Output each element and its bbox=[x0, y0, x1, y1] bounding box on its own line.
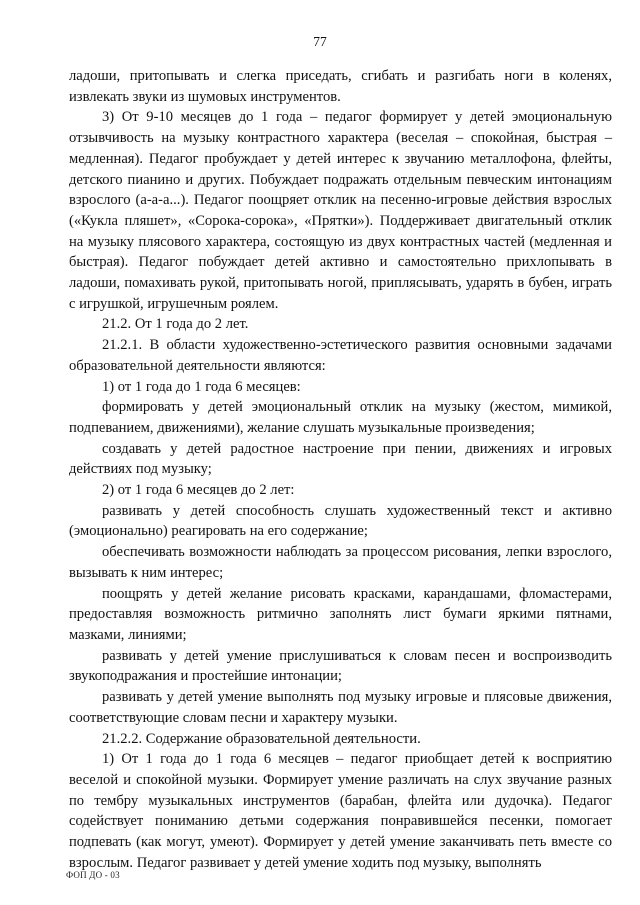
body-text bbox=[69, 66, 612, 873]
paragraph-content-item-1: 1) От 1 года до 1 года 6 месяцев – педагог приобщает детей к восприятию веселой и спокойной музыки. Формирует умение различать на слух звучание разных по тембру музыкальных инструментов (барабан, флейта или дудочка). Педагог содействует пониманию детьми содержания понравившейся песенки, помогает подпевать (как могут, умеют). Формирует у детей умение заканчивать петь вместе со взрослым. Педагог развивает у детей умение ходить под музыку, выполнять bbox=[69, 751, 612, 871]
footer-code: ФОП ДО - 03 bbox=[66, 870, 120, 880]
paragraph-item-3: 3) От 9-10 месяцев до 1 года – педагог формирует у детей эмоциональную отзывчивость на музыку контрастного характера (веселая – спокойная, быстрая – медленная). Педагог пробуждает у детей интерес к звучанию металлофона, флейты, детского пианино и других. Побуждает подражать отдельным певческим интонациям взрослого (а-а-а...). Педагог поощряет отклик на песенно-игровые действия взрослых («Кукла пляшет», «Сорока-сорока», «Прятки»). Поддерживает двигательный отклик на музыку плясового характера, состоящую из двух контрастных частей (медленная и быстрая). Педагог побуждает детей активно и самостоятельно прихлопывать в ладоши, помахивать рукой, притопывать ногой, приплясывать, ударять в бубен, играть с игрушкой, игрушечным роялем. bbox=[69, 109, 612, 312]
task-item: поощрять у детей желание рисовать красками, карандашами, фломастерами, предоставляя возможность ритмично заполнять лист бумаги яркими пятнами, мазками, линиями; bbox=[69, 585, 612, 643]
section-heading-21-2-1: 21.2.1. В области художественно-эстетического развития основными задачами образовательной деятельности являются: bbox=[69, 337, 612, 374]
task-item: развивать у детей умение прислушиваться к словам песен и воспроизводить звукоподражания и простейшие интонации; bbox=[69, 647, 612, 685]
section-heading-21-2-2: 21.2.2. Содержание образовательной деятельности. bbox=[102, 730, 421, 747]
subheading-age-2: 2) от 1 года 6 месяцев до 2 лет: bbox=[102, 482, 295, 499]
task-item: развивать у детей умение выполнять под музыку игровые и плясовые движения, соответствующие словам песни и характеру музыки. bbox=[69, 689, 612, 726]
paragraph-continuation: ладоши, притопывать и слегка приседать, сгибать и разгибать ноги в коленях, извлекать звуки из шумовых инструментов. bbox=[69, 68, 612, 105]
task-item: создавать у детей радостное настроение при пении, движениях и игровых действиях под музыку; bbox=[69, 440, 612, 478]
task-item: развивать у детей способность слушать художественный текст и активно (эмоционально) реагировать на его содержание; bbox=[69, 502, 612, 540]
task-item: формировать у детей эмоциональный отклик на музыку (жестом, мимикой, подпеванием, движениями), желание слушать музыкальные произведения; bbox=[69, 399, 612, 436]
page-number: 77 bbox=[313, 34, 327, 49]
section-heading-21-2: 21.2. От 1 года до 2 лет. bbox=[102, 316, 249, 333]
subheading-age-1: 1) от 1 года до 1 года 6 месяцев: bbox=[102, 378, 301, 395]
task-item: обеспечивать возможности наблюдать за процессом рисования, лепки взрослого, вызывать к ним интерес; bbox=[69, 544, 612, 581]
